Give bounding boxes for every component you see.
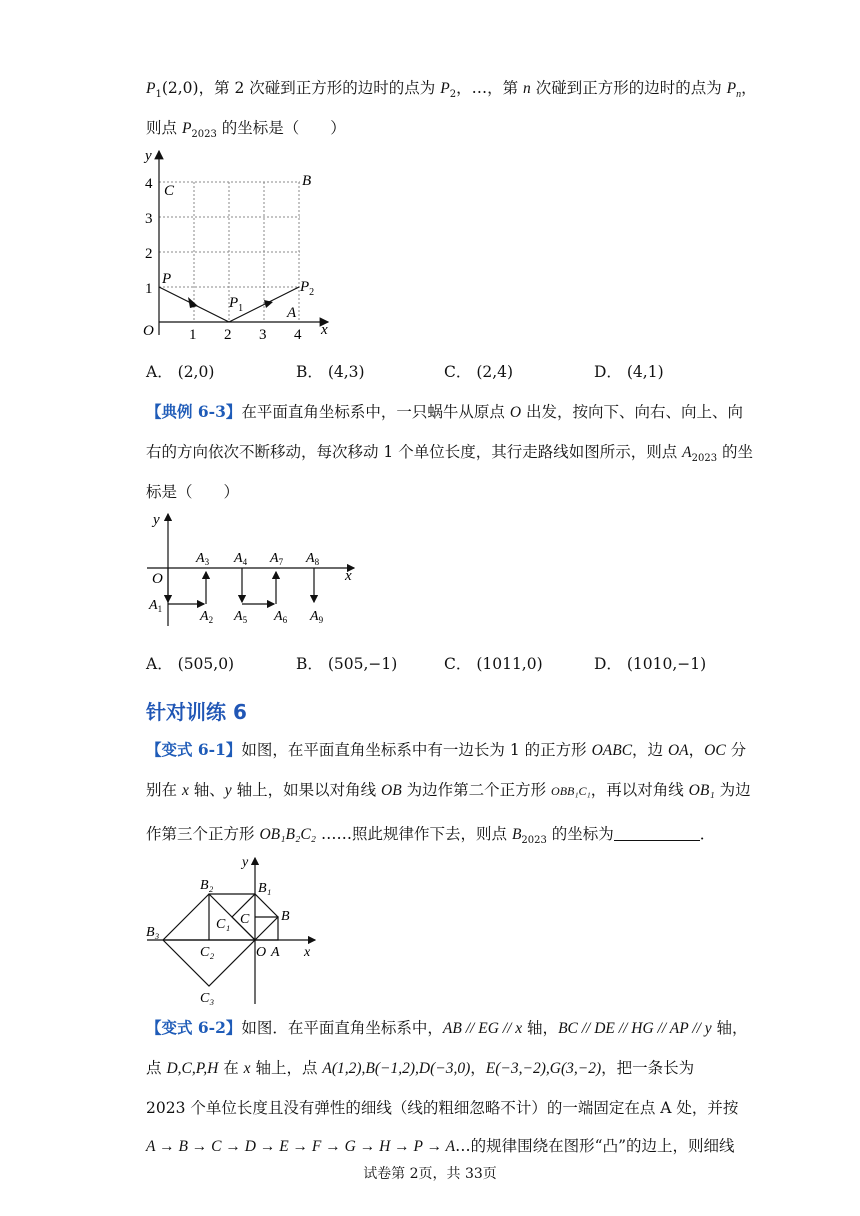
y-tick-3: 3: [145, 211, 153, 227]
example-6-3-line-1: 【典例 6-3】在平面直角坐标系中，一只蜗牛从原点 O 出发，按向下、向右、向上、向: [146, 402, 743, 421]
section-heading: 针对训练 6: [146, 700, 247, 724]
label-a1: $A_1$: [149, 598, 163, 614]
page-footer: 试卷第 2页，共 33页: [363, 1166, 497, 1182]
choice-b: B． (505,−1): [296, 655, 398, 673]
y-axis-label: y: [145, 148, 152, 164]
variant-6-1-line-1: 【变式 6-1】如图，在平面直角坐标系中有一边长为 1 的正方形 OABC，边 OA，OC 分: [146, 740, 747, 759]
figure-rotating-squares: [142, 852, 332, 1012]
sub-p2: 2: [449, 89, 457, 101]
snail-route: [168, 568, 314, 604]
example-6-3-line-2: 右的方向依次不断移动，每次移动 1 个单位长度，其行走路线如图所示，则点 $A_{2023}$ 的坐: [146, 443, 754, 465]
variant-6-1-line-3: 作第三个正方形 OB₁B₂C₂ ……照此规律作下去，则点 $B_{2023}$ 的坐标为 ．: [146, 825, 716, 847]
sub-p2023: 2023: [191, 129, 217, 141]
label-a2: $A_2$: [200, 609, 214, 625]
y-tick-1: 1: [145, 281, 153, 297]
label-b1: B₁: [258, 881, 272, 896]
var-p2: P: [440, 80, 450, 97]
label-a5: $A_5$: [234, 609, 248, 625]
label-x: x: [304, 945, 311, 960]
label-y: y: [242, 855, 249, 870]
var-p: P: [181, 120, 192, 137]
text-segment: ，第 2 次碰到正方形的边时的点为: [198, 79, 441, 97]
label-a6: $A_6$: [274, 609, 288, 625]
var-n: n: [523, 80, 531, 97]
variant-6-2-line-4: A → B → C → D → E → F → G → H → P → A…的规律围绕在图形“凸”的边上，则细线: [146, 1137, 735, 1155]
choice-c: C． (1011,0): [444, 655, 543, 673]
origin-label: O: [143, 323, 154, 339]
choice-d: D． (1010,−1): [594, 655, 707, 673]
text-segment: ，: [741, 79, 757, 97]
point-label-c: C: [164, 183, 175, 199]
variant-tag: 【变式 6-2】: [146, 1018, 242, 1037]
example-tag: 【典例 6-3】: [146, 402, 242, 421]
variant-6-2-line-2: 点 D,C,P,H 在 x 轴上，点 A(1,2),B(−1,2),D(−3,0)，E(−3,−2),G(3,−2)，把一条长为: [146, 1059, 695, 1077]
label-c3: C₃: [200, 991, 215, 1006]
label-a9: $A_9$: [310, 609, 324, 625]
label-a: A: [271, 945, 280, 960]
variant-6-2-line-1: 【变式 6-2】如图．在平面直角坐标系中，AB // EG // x 轴，BC // DE // HG // AP // y 轴，: [146, 1018, 748, 1037]
x-axis-label: x: [321, 322, 328, 338]
path-arrow-1: [188, 297, 198, 308]
square-edges: [163, 894, 278, 986]
variant-6-2-line-3: 2023 个单位长度且没有弹性的细线（线的粗细忽略不计）的一端固定在点 A 处，并按: [146, 1099, 739, 1117]
label-a8: $A_8$: [306, 551, 320, 567]
y-tick-2: 2: [145, 246, 153, 262]
text-segment: ，…，第: [456, 79, 524, 97]
variant-6-1-line-2: 别在 x 轴、y 轴上，如果以对角线 OB 为边作第二个正方形 OBB₁C₁，再以对角线 OB₁ 为边: [146, 781, 751, 799]
point-label-p2: $P_2$: [300, 279, 315, 298]
text-segment: 则点: [146, 119, 182, 137]
text-segment: 的坐标是（ ）: [216, 119, 346, 137]
label-b3: B₃: [146, 925, 160, 940]
y-tick-4: 4: [145, 176, 153, 192]
label-a3: $A_3$: [196, 551, 210, 567]
variant-tag: 【变式 6-1】: [146, 740, 242, 759]
label-c: C: [240, 912, 250, 927]
point-label-b: B: [302, 173, 312, 189]
x-tick-4: 4: [294, 327, 302, 343]
x-tick-3: 3: [259, 327, 267, 343]
label-o: O: [256, 945, 267, 960]
label-c1: C₁: [216, 917, 231, 932]
x-tick-2: 2: [224, 327, 232, 343]
text-segment: 次碰到正方形的边时的点为: [530, 79, 727, 97]
choice-b: B． (4,3): [296, 363, 365, 381]
x-tick-1: 1: [189, 327, 197, 343]
point-label-a: A: [287, 305, 297, 321]
label-b2: B₂: [200, 878, 214, 893]
coord-p1: (2,0): [161, 79, 199, 97]
label-a7: $A_7$: [270, 551, 284, 567]
x-axis-label: x: [345, 568, 352, 584]
figure-snail-path: [142, 508, 372, 628]
choice-c: C． (2,4): [444, 363, 514, 381]
var-p1: P: [146, 80, 156, 97]
answer-blank[interactable]: [614, 826, 700, 841]
origin-label: O: [152, 571, 163, 587]
point-label-p1: $P_1$: [229, 295, 244, 314]
label-c2: C₂: [200, 945, 215, 960]
point-label-p: P: [162, 271, 172, 287]
label-b: B: [281, 909, 290, 924]
sub-pn: n: [736, 89, 742, 101]
example-6-3-line-3: 标是（ ）: [146, 483, 240, 501]
label-a4: $A_4$: [234, 551, 248, 567]
choice-a: A． (2,0): [146, 363, 215, 381]
choice-d: D． (4,1): [594, 363, 664, 381]
problem-text-line-1: [146, 76, 757, 100]
var-pn: P: [726, 80, 737, 97]
choice-a: A． (505,0): [146, 655, 235, 673]
y-axis-label: y: [153, 512, 160, 528]
sub-p1: 1: [155, 89, 162, 101]
problem-text-line-2: [146, 116, 346, 140]
figure-grid-square-path: [140, 145, 340, 345]
